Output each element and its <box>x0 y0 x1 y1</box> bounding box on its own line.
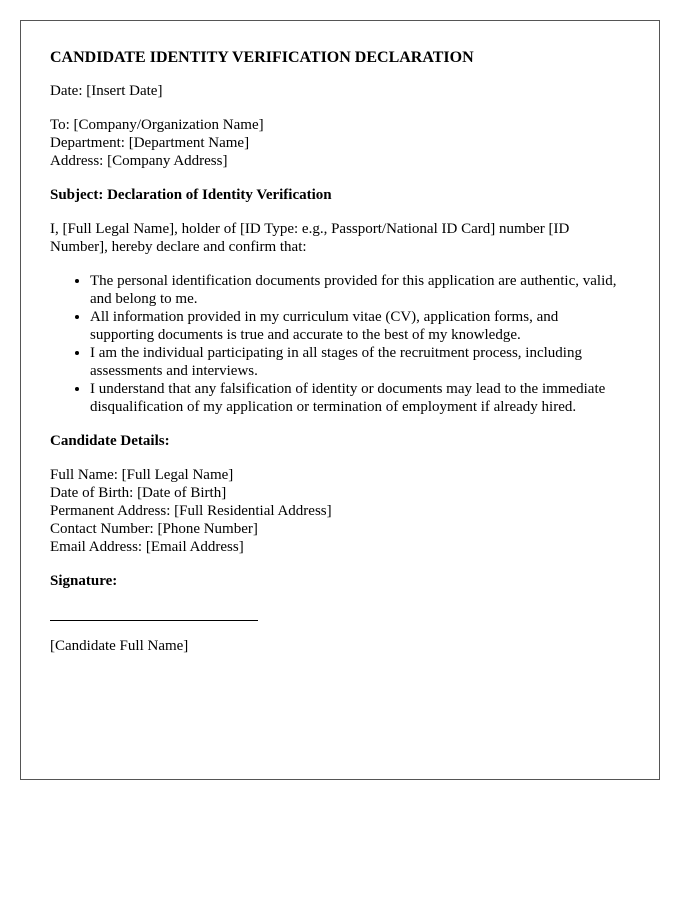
intro-paragraph: I, [Full Legal Name], holder of [ID Type: e.g., Passport/National ID Card] number [ID Number], hereby declare and confirm that: <box>50 221 570 255</box>
declaration-item: • All information provided in my curriculum vitae (CV), application forms, and supporting documents is true and accurate to the best of my knowledge. <box>90 308 620 344</box>
document-content <box>50 48 620 671</box>
declaration-item: • The personal identification documents provided for this application are authentic, valid, and belong to me. <box>90 272 620 308</box>
document-page <box>20 20 660 780</box>
candidate-dob: Date of Birth: [Date of Birth] <box>50 485 227 501</box>
candidate-email: Email Address: [Email Address] <box>50 539 244 555</box>
declaration-item: • I understand that any falsification of identity or documents may lead to the immediate disqualification of my application or termination of employment if already hired. <box>90 380 620 416</box>
document-title: CANDIDATE IDENTITY VERIFICATION DECLARATION <box>50 49 474 66</box>
candidate-contact-number: Contact Number: [Phone Number] <box>50 521 258 537</box>
candidate-details-heading: Candidate Details: <box>50 433 170 449</box>
subject-line: Subject: Declaration of Identity Verification <box>50 187 332 203</box>
signature-heading: Signature: <box>50 573 118 589</box>
recipient-address: Address: [Company Address] <box>50 153 228 169</box>
candidate-permanent-address: Permanent Address: [Full Residential Address] <box>50 503 332 519</box>
candidate-full-name: Full Name: [Full Legal Name] <box>50 467 234 483</box>
signature-name: [Candidate Full Name] <box>50 638 189 654</box>
recipient-to: To: [Company/Organization Name] <box>50 117 264 133</box>
recipient-block <box>50 116 620 170</box>
date-line: Date: [Insert Date] <box>50 83 163 99</box>
declaration-list <box>50 272 620 416</box>
candidate-details-block <box>50 466 620 556</box>
recipient-department: Department: [Department Name] <box>50 135 250 151</box>
declaration-item: • I am the individual participating in all stages of the recruitment process, including assessments and interviews. <box>90 344 620 380</box>
signature-line <box>50 620 258 621</box>
